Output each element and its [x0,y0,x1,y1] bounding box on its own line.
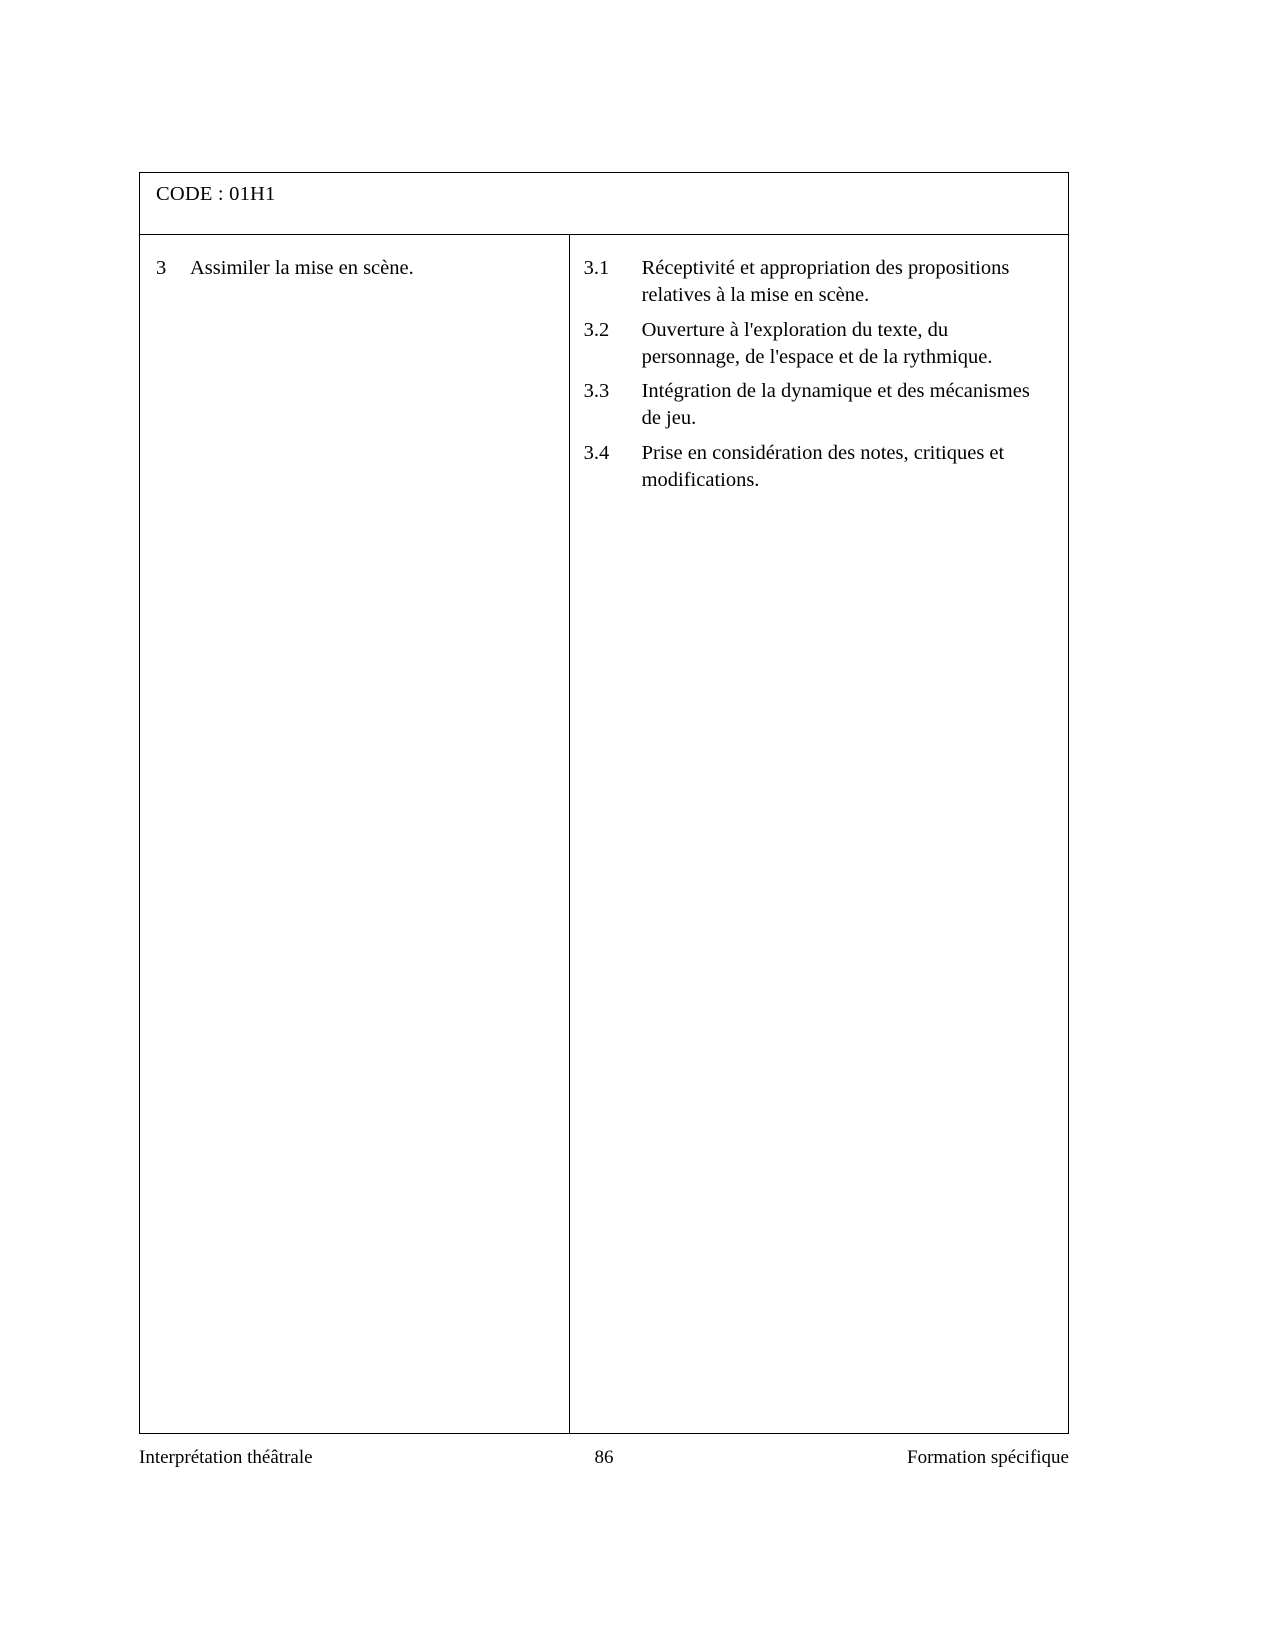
criteria-cell [569,235,1068,1434]
footer-page-number: 86 [594,1447,614,1468]
page-footer [139,1447,1069,1473]
criterion-number: 3.3 [583,380,610,402]
competency-text: Assimiler la mise en scène. [190,257,414,279]
competency-table [139,172,1069,1434]
criterion-text: Intégration de la dynamique et des mécanismes de jeu. [641,380,1030,430]
criterion-text: Prise en considération des notes, critiques et modifications. [641,441,1005,491]
competency-number: 3 [156,257,167,279]
criterion-item [584,440,1050,495]
footer-right-text: Formation spécifique [907,1447,1069,1468]
competency-cell [140,235,570,1434]
footer-left-text: Interprétation théâtrale [139,1447,313,1468]
code-cell: CODE : 01H1 [140,173,1069,235]
criterion-number: 3.4 [583,441,610,464]
criterion-number: 3.1 [583,257,610,279]
criterion-text: Ouverture à l'exploration du texte, du personnage, de l'espace et de la rythmique. [641,318,993,368]
criterion-item [584,317,1050,372]
criterion-number: 3.2 [583,318,610,341]
table-row-content [140,235,1069,1434]
criterion-item [584,378,1050,433]
table-row-code [140,173,1069,235]
criterion-text: Réceptivité et appropriation des propositions relatives à la mise en scène. [641,257,1010,307]
criterion-item [584,255,1050,310]
competency-item [156,255,555,282]
